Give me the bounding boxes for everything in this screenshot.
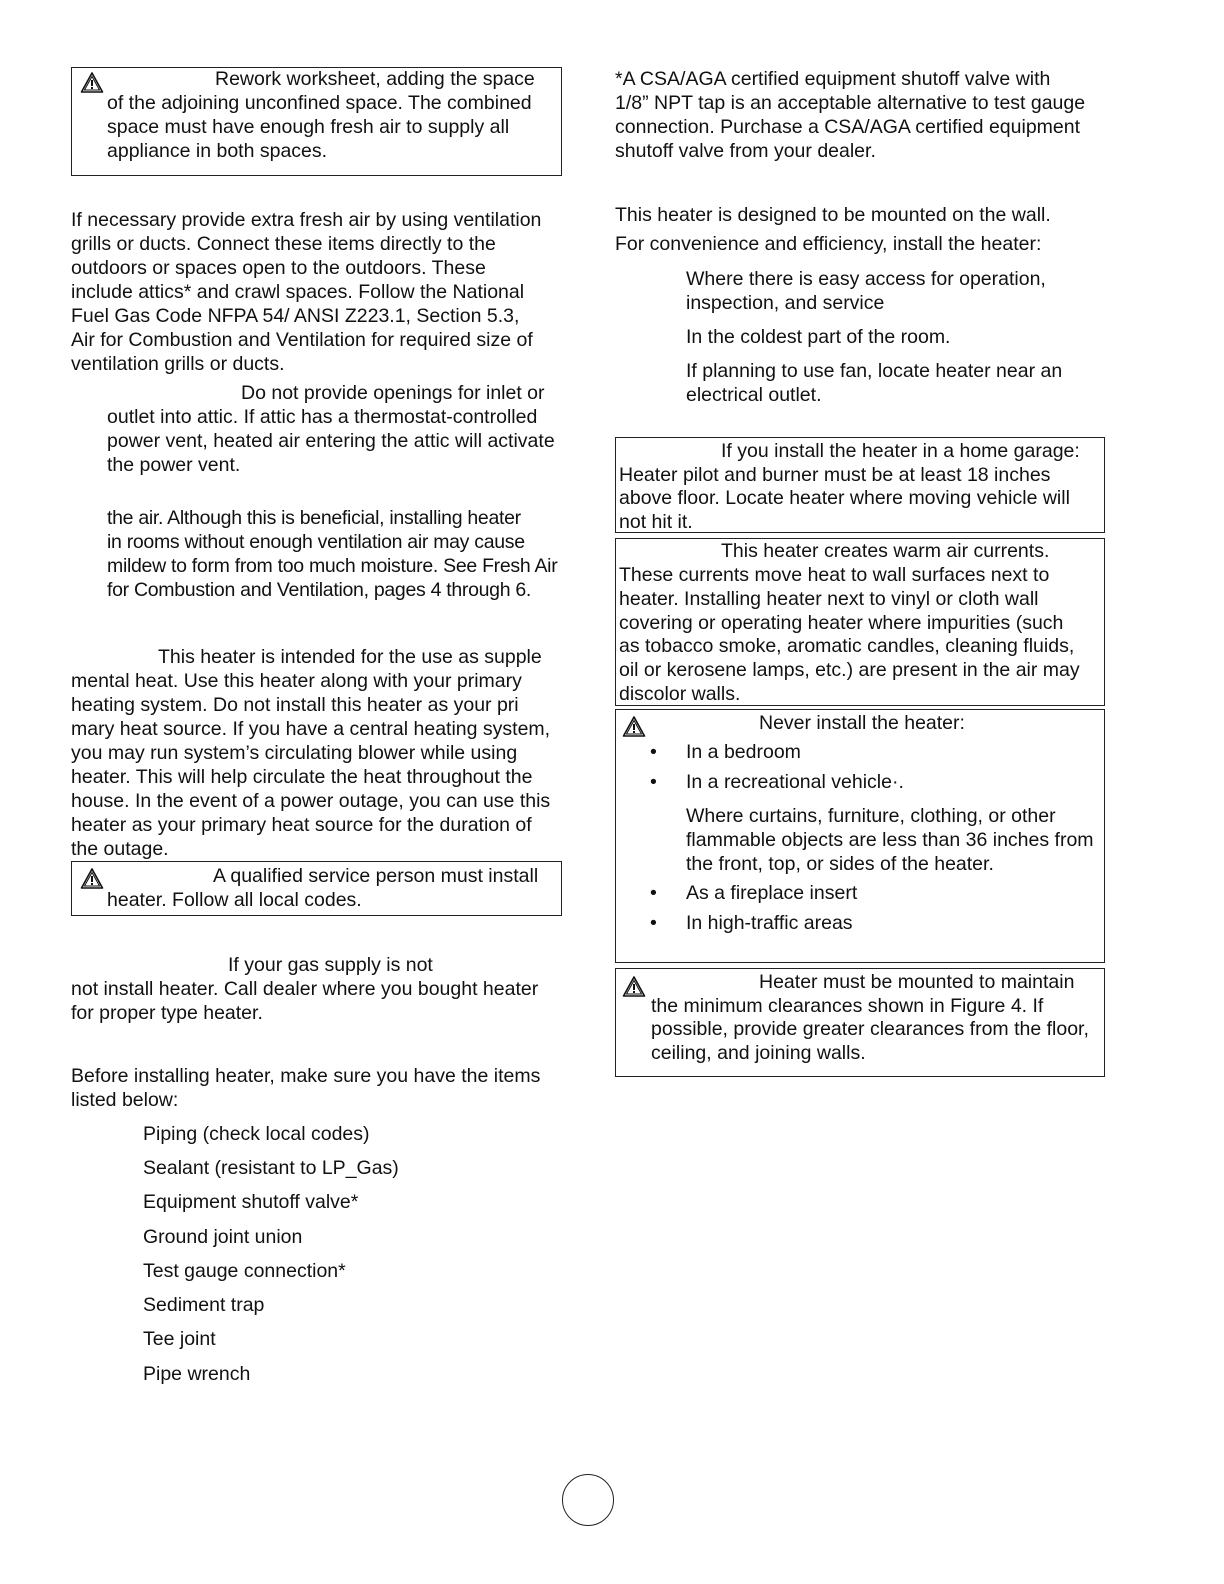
items-intro: listed below: [71,1089,179,1111]
list-item: Tee joint [143,1328,216,1350]
air-currents-text: oil or kerosene lamps, etc.) are present in the air may [619,659,1080,681]
garage-text: not hit it. [619,511,693,533]
air-currents-text: heater. Installing heater next to vinyl or cloth wall [619,588,1039,610]
csa-note [615,67,1085,163]
text-line: ventilation grills or ducts. [71,353,285,375]
warning-text: Rework worksheet, adding the space [215,68,535,90]
text-line: include attics* and crawl spaces. Follow the National [71,281,525,303]
attic-note: outlet into attic. If attic has a thermostat-controlled [107,406,538,428]
wall-mount-text: This heater is designed to be mounted on the wall. [615,204,1051,226]
gas-supply-text: not install heater. Call dealer where you bought heater [71,978,539,1000]
attic-note: the power vent. [107,454,241,476]
location-item: inspection, and service [686,292,885,314]
list-item: Ground joint union [143,1226,303,1248]
never-install-item: flammable objects are less than 36 inches from [686,829,1094,851]
never-install-heading: Never install the heater: [759,712,965,734]
never-install-item: As a fireplace insert [686,882,858,904]
supplemental-heat-paragraph [71,669,550,861]
list-item: Sealant (resistant to LP_Gas) [143,1157,399,1179]
air-currents-text: These currents move heat to wall surfaces next to [619,564,1050,586]
text-line: for Combustion and Ventilation, pages 4 through 6. [107,579,532,601]
text-line: *A CSA/AGA certified equipment shutoff valve with [615,68,1051,90]
text-line: connection. Purchase a CSA/AGA certified equipment [615,116,1081,138]
page-number-circle [562,1474,614,1526]
text-line: grills or ducts. Connect these items directly to the [71,233,496,255]
location-item: In the coldest part of the room. [686,326,951,348]
text-line: heating system. Do not install this heater as your pri [71,694,519,716]
gas-supply-text: If your gas supply is not [228,954,433,976]
never-install-item: In a recreational vehicle·. [686,771,904,793]
warning-icon [622,975,646,999]
text-line: shutoff valve from your dealer. [615,140,876,162]
text-line: mental heat. Use this heater along with your primary [71,670,522,692]
text-line: heater as your primary heat source for the duration of [71,814,532,836]
garage-text: above floor. Locate heater where moving vehicle will [619,487,1070,509]
text-line: the outage. [71,838,169,860]
warning-text: of the adjoining unconfined space. The combined [107,92,532,114]
clearance-text: possible, provide greater clearances from the floor, [651,1018,1089,1040]
text-line: the air. Although this is beneficial, installing heater [107,507,521,529]
clearance-text: the minimum clearances shown in Figure 4. If [651,995,1044,1017]
never-install-item: In a bedroom [686,741,801,763]
bullet-dot: • [650,882,657,904]
bullet-dot: • [650,741,657,763]
text-line: mildew to form from too much moisture. See Fresh Air [107,555,558,577]
text-line: outdoors or spaces open to the outdoors. These [71,257,486,279]
warning-icon [80,71,104,95]
location-item: If planning to use fan, locate heater near an [686,360,1063,382]
never-install-item: Where curtains, furniture, clothing, or other [686,805,1056,827]
warning-icon [80,867,104,891]
text-line: mary heat source. If you have a central heating system, [71,718,551,740]
supplemental-heat-text: This heater is intended for the use as supple [158,646,542,668]
air-currents-text: as tobacco smoke, aromatic candles, cleaning fluids, [619,635,1075,657]
warning-text: A qualified service person must install [213,865,539,887]
never-install-item: In high-traffic areas [686,912,853,934]
text-line: Air for Combustion and Ventilation for required size of [71,329,533,351]
warning-text: space must have enough fresh air to supply all [107,116,510,138]
moisture-note [107,506,557,602]
location-item: Where there is easy access for operation, [686,268,1046,290]
bullet-dot: • [650,771,657,793]
list-item: Piping (check local codes) [143,1123,370,1145]
text-line: house. In the event of a power outage, you can use this [71,790,551,812]
clearance-text: Heater must be mounted to maintain [759,971,1075,993]
never-install-item: the front, top, or sides of the heater. [686,853,994,875]
ventilation-paragraph [71,208,541,376]
air-currents-text: This heater creates warm air currents. [721,540,1050,562]
location-item: electrical outlet. [686,384,822,406]
gas-supply-text: for proper type heater. [71,1002,263,1024]
warning-text: appliance in both spaces. [107,140,328,162]
items-intro: Before installing heater, make sure you have the items [71,1065,541,1087]
text-line: in rooms without enough ventilation air may cause [107,531,525,553]
garage-text: If you install the heater in a home garage: [721,440,1080,462]
warning-icon [622,715,646,739]
text-line: 1/8” NPT tap is an acceptable alternative to test gauge [615,92,1086,114]
attic-note: Do not provide openings for inlet or [241,382,545,404]
air-currents-text: discolor walls. [619,683,741,705]
clearance-text: ceiling, and joining walls. [651,1042,866,1064]
list-item: Sediment trap [143,1294,265,1316]
text-line: you may run system’s circulating blower while using [71,742,518,764]
list-item: Equipment shutoff valve* [143,1191,359,1213]
attic-note: power vent, heated air entering the attic will activate [107,430,555,452]
text-line: heater. This will help circulate the heat throughout the [71,766,533,788]
text-line: Fuel Gas Code NFPA 54/ ANSI Z223.1, Section 5.3, [71,305,520,327]
list-item: Test gauge connection* [143,1260,346,1282]
garage-text: Heater pilot and burner must be at least 18 inches [619,464,1051,486]
text-line: If necessary provide extra fresh air by using ventilation [71,209,542,231]
bullet-dot: • [650,912,657,934]
air-currents-text: covering or operating heater where impurities (such [619,612,1064,634]
convenience-text: For convenience and efficiency, install the heater: [615,233,1042,255]
warning-text: heater. Follow all local codes. [107,889,362,911]
list-item: Pipe wrench [143,1363,251,1385]
